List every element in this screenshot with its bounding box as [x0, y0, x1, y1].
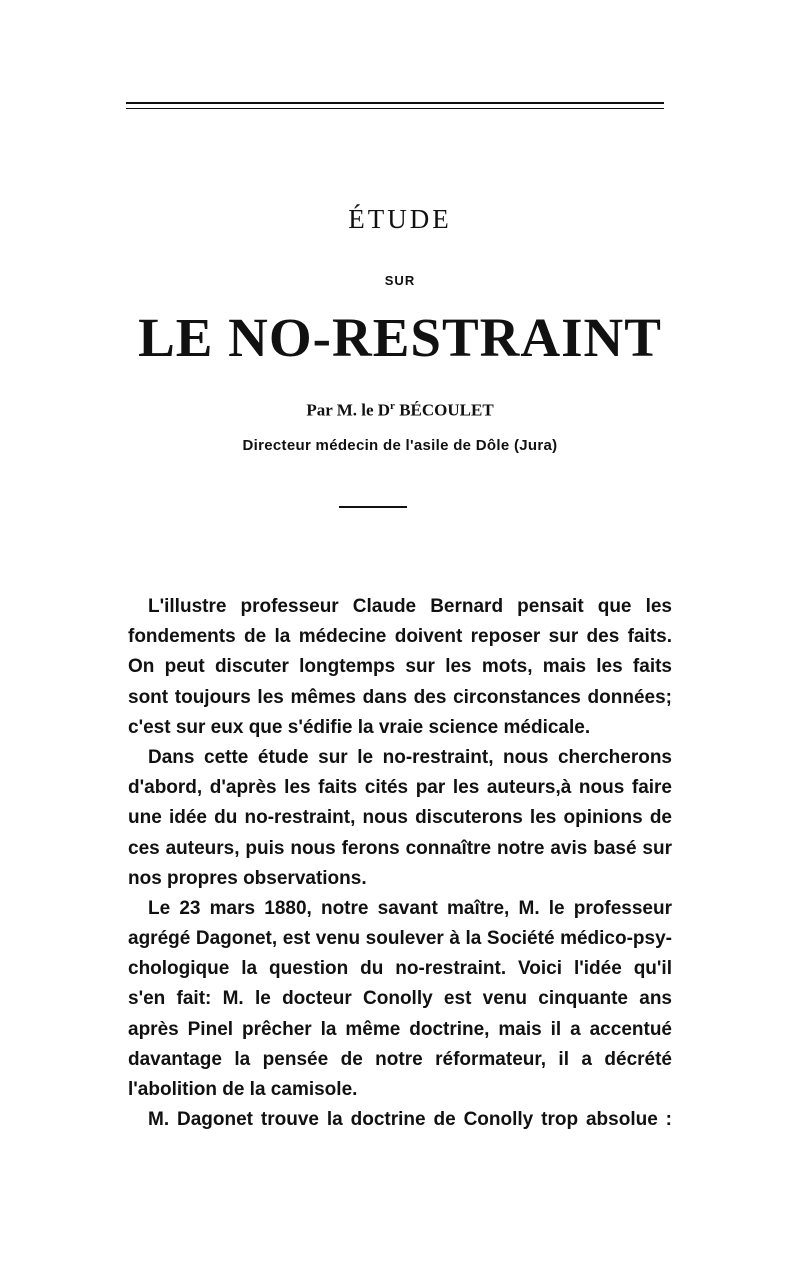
body-line: chologique la question du no-restraint. Voici l'idée qu'il — [128, 958, 672, 980]
top-double-rule-lower — [126, 108, 664, 109]
body-line: ces auteurs, puis nous ferons connaître notre avis basé sur — [128, 837, 672, 859]
body-line: sont toujours les mêmes dans des circonstances données; — [128, 686, 672, 708]
body-line: Dans cette étude sur le no-restraint, nous chercherons — [148, 746, 672, 768]
body-line: nos propres observations. — [128, 867, 367, 889]
author-prefix: Par M. le D — [306, 400, 391, 420]
title-connector: SUR — [384, 273, 416, 288]
body-line: c'est sur eux que s'édifie la vraie science médicale. — [128, 716, 591, 738]
body-line: fondements de la médecine doivent reposer sur des faits. — [128, 626, 672, 648]
body-line: On peut discuter longtemps sur les mots, mais les faits — [128, 656, 672, 678]
body-line: après Pinel prêcher la même doctrine, mais il a accentué — [128, 1018, 672, 1040]
body-line: s'en fait: M. le docteur Conolly est venu cinquante ans — [128, 988, 672, 1010]
author-name: BÉCOULET — [399, 400, 494, 420]
body-line: agrégé Dagonet, est venu soulever à la Société médico-psy- — [128, 928, 672, 950]
body-line: Le 23 mars 1880, notre savant maître, M. le professeur — [148, 897, 672, 919]
body-line: d'abord, d'après les faits cités par les auteurs,à nous faire — [128, 777, 672, 799]
body-line: davantage la pensée de notre réformateur, il a décrété — [128, 1048, 672, 1070]
author-line — [0, 400, 800, 421]
body-line: M. Dagonet trouve la doctrine de Conolly trop absolue : — [148, 1109, 672, 1131]
pre-title: ÉTUDE — [348, 204, 452, 234]
body-text — [128, 592, 672, 1135]
section-divider — [339, 506, 407, 508]
page-title: LE NO-RESTRAINT — [138, 307, 662, 368]
body-line: L'illustre professeur Claude Bernard pensait que les — [148, 596, 672, 617]
author-title-sup: r — [390, 400, 395, 412]
body-line: l'abolition de la camisole. — [128, 1079, 358, 1100]
author-affiliation: Directeur médecin de l'asile de Dôle (Jura) — [242, 437, 558, 454]
top-double-rule-upper — [126, 102, 664, 104]
body-line: une idée du no-restraint, nous discuterons les opinions de — [128, 807, 672, 829]
